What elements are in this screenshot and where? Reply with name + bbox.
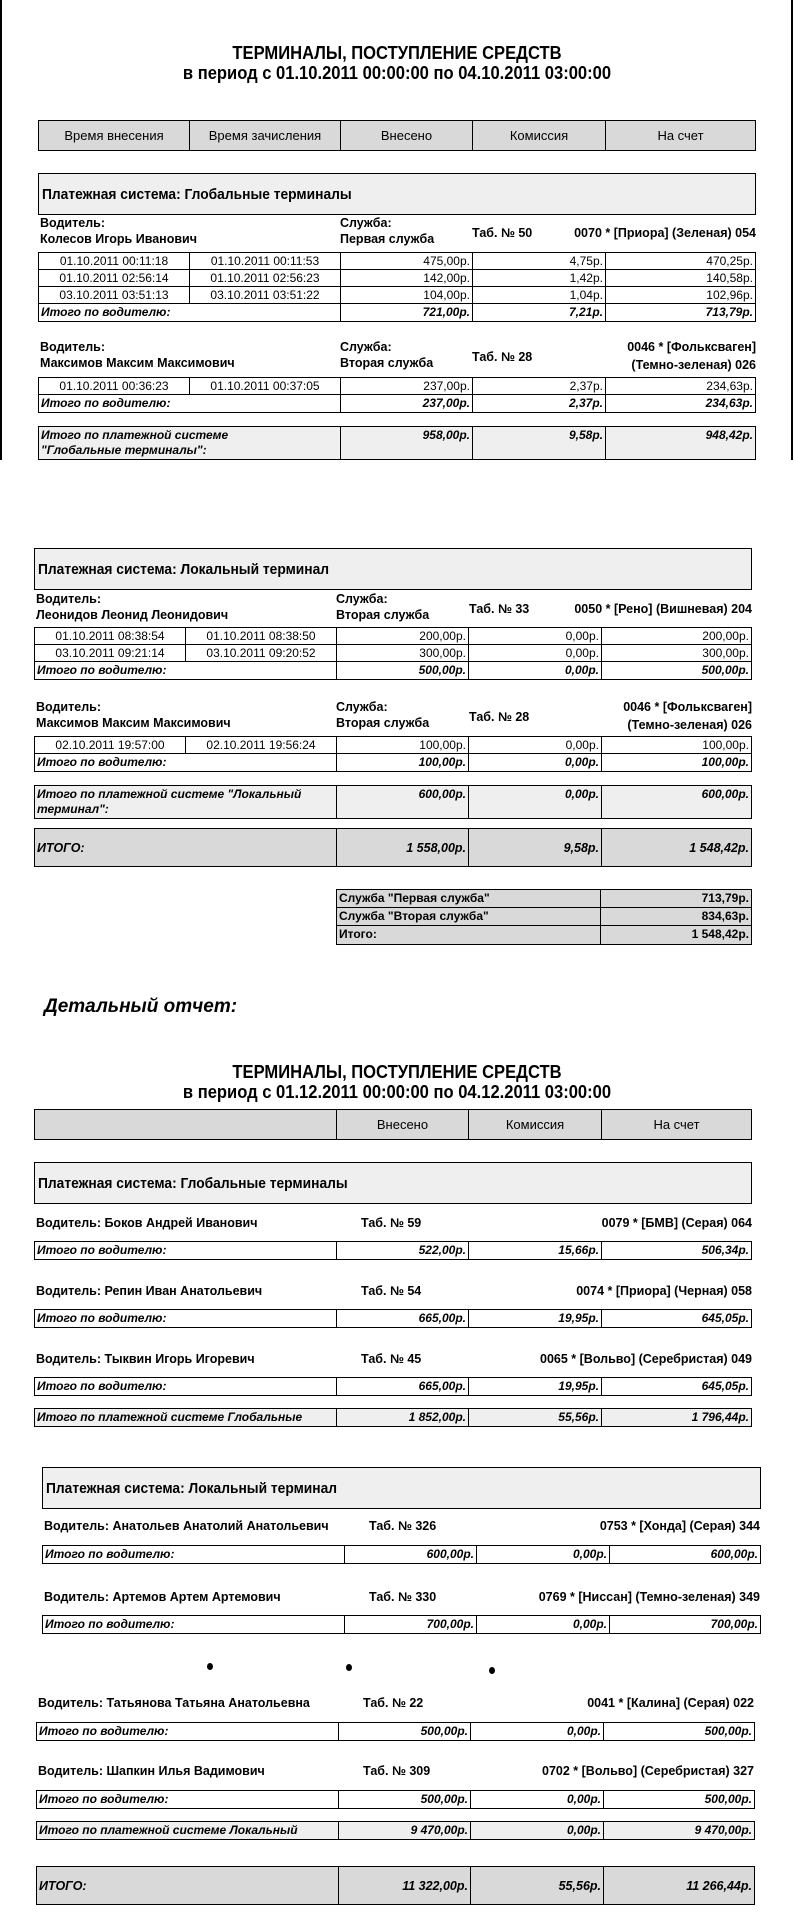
driver-name: Максимов Максим Максимович (40, 356, 235, 370)
driver-transactions-table (34, 627, 752, 680)
driver-label: Водитель: (40, 340, 105, 354)
payment-system-total: Итого по платежной системе Глобальные 1 852,00р. 55,56р. 1 796,44р. (34, 1408, 752, 1427)
page-border-right (791, 0, 793, 460)
tab-number: Таб. № 33 (469, 602, 530, 616)
driver-transactions-table (34, 736, 752, 772)
col-commission: Комиссия (469, 1110, 602, 1139)
payment-system-total: Итого по платежной системе "Локальный терминал": 600,00р. 0,00р. 600,00р. (34, 785, 752, 819)
driver-line: Водитель: Боков Андрей Иванович Таб. № 59 0079 * [БМВ] (Серая) 064 (36, 1216, 752, 1230)
car-info-line2: (Темно-зеленая) 026 (627, 718, 752, 732)
report1-column-header (38, 120, 756, 151)
driver-total-row: Итого по водителю: 500,00р. 0,00р. 500,00р. (39, 1792, 752, 1806)
report1-title: ТЕРМИНАЛЫ, ПОСТУПЛЕНИЕ СРЕДСТВ (232, 43, 562, 63)
table-row: 01.10.2011 02:56:14 01.10.2011 02:56:23 142,00р. 1,42р. 140,58р. (39, 270, 755, 287)
driver-name: Максимов Максим Максимович (36, 716, 231, 730)
service-name: Первая служба (340, 232, 435, 246)
tab-number: Таб. № 28 (469, 710, 530, 724)
table-row: 01.10.2011 08:38:54 01.10.2011 08:38:50 200,00р. 0,00р. 200,00р. (35, 628, 751, 645)
grand-total-row: ИТОГО: 1 558,00р. 9,58р. 1 548,42р. (34, 828, 752, 867)
grand-total-row: ИТОГО: 11 322,00р. 55,56р. 11 266,44р. (36, 1866, 755, 1905)
col-paid: Внесено (341, 121, 473, 150)
ellipsis-dot (489, 1667, 495, 1674)
driver-total-row: Итого по водителю: 721,00р. 7,21р. 713,79р. (41, 305, 753, 319)
driver-total-table (34, 1309, 752, 1328)
car-info: 0050 * [Рено] (Вишневая) 204 (574, 602, 752, 616)
report2-title: ТЕРМИНАЛЫ, ПОСТУПЛЕНИЕ СРЕДСТВ (232, 1062, 562, 1082)
col-commission: Комиссия (473, 121, 606, 150)
driver-total-row: Итого по водителю: 700,00р. 0,00р. 700,00р. (45, 1617, 758, 1631)
driver-transactions-table (38, 252, 756, 322)
driver-total-table (36, 1722, 755, 1741)
driver-total-row: Итого по водителю: 500,00р. 0,00р. 500,00р. (37, 663, 749, 677)
driver-transactions-table (38, 377, 756, 413)
service-name: Вторая служба (336, 608, 430, 622)
col-paid: Внесено (337, 1110, 469, 1139)
driver-label: Водитель: (36, 700, 101, 714)
payment-system-header: Платежная система: Глобальные терминалы (38, 173, 756, 215)
page-border-left (0, 0, 2, 460)
detail-report-label: Детальный отчет: (44, 996, 238, 1017)
driver-label: Водитель: (36, 592, 101, 606)
car-info-line1: 0046 * [Фольксваген] (627, 340, 756, 354)
table-row: Служба "Вторая служба" 834,63р. (337, 908, 751, 926)
service-label: Служба: (336, 700, 388, 714)
table-row: 01.10.2011 00:11:18 01.10.2011 00:11:53 475,00р. 4,75р. 470,25р. (39, 253, 755, 270)
service-label: Служба: (340, 216, 392, 230)
driver-total-row: Итого по водителю: 237,00р. 2,37р. 234,63р. (41, 396, 753, 410)
services-summary-table (336, 889, 752, 945)
driver-total-row: Итого по водителю: 665,00р. 19,95р. 645,05р. (37, 1379, 749, 1393)
col-deposit-time: Время внесения (39, 121, 190, 150)
driver-total-table (34, 1241, 752, 1260)
driver-total-table (34, 1377, 752, 1396)
col-blank (35, 1110, 337, 1139)
driver-name: Леонидов Леонид Леонидович (36, 608, 229, 622)
table-row: 03.10.2011 03:51:13 03.10.2011 03:51:22 104,00р. 1,04р. 102,96р. (39, 287, 755, 304)
ellipsis-dot (207, 1663, 213, 1670)
service-name: Вторая служба (336, 716, 430, 730)
driver-line: Водитель: Тыквин Игорь Игоревич Таб. № 45 0065 * [Вольво] (Серебристая) 049 (36, 1352, 752, 1366)
driver-total-table (36, 1790, 755, 1809)
col-account: На счет (657, 128, 704, 143)
driver-line: Водитель: Артемов Артем Артемович Таб. № 330 0769 * [Ниссан] (Темно-зеленая) 349 (44, 1590, 760, 1604)
service-label: Служба: (336, 592, 388, 606)
report2-column-header (34, 1109, 752, 1140)
table-row: 03.10.2011 09:21:14 03.10.2011 09:20:52 300,00р. 0,00р. 300,00р. (35, 645, 751, 662)
driver-total-row: Итого по водителю: 100,00р. 0,00р. 100,00р. (37, 755, 749, 769)
car-info-line2: (Темно-зеленая) 026 (631, 358, 756, 372)
payment-system-total: Итого по платежной системе "Глобальные терминалы": 958,00р. 9,58р. 948,42р. (38, 426, 756, 460)
payment-system-total: Итого по платежной системе Локальный 9 470,00р. 0,00р. 9 470,00р. (36, 1821, 755, 1840)
car-info-line1: 0046 * [Фольксваген] (623, 700, 752, 714)
driver-total-table (42, 1545, 761, 1564)
report2-period: в период с 01.12.2011 00:00:00 по 04.12.2011 03:00:00 (182, 1082, 612, 1102)
col-account: На счет (653, 1117, 700, 1132)
col-credit-time: Время зачисления (190, 121, 341, 150)
ellipsis-dot (346, 1664, 352, 1671)
driver-line: Водитель: Репин Иван Анатольевич Таб. № 54 0074 * [Приора] (Черная) 058 (36, 1284, 752, 1298)
table-row: 02.10.2011 19:57:00 02.10.2011 19:56:24 100,00р. 0,00р. 100,00р. (35, 737, 751, 754)
table-row: Служба "Первая служба" 713,79р. (337, 890, 751, 908)
driver-total-table (42, 1615, 761, 1634)
driver-total-row: Итого по водителю: 522,00р. 15,66р. 506,34р. (37, 1243, 749, 1257)
car-info: 0070 * [Приора] (Зеленая) 054 (574, 226, 756, 240)
payment-system-header: Платежная система: Глобальные терминалы (34, 1162, 752, 1204)
payment-system-header: Платежная система: Локальный терминал (34, 548, 752, 590)
driver-total-row: Итого по водителю: 500,00р. 0,00р. 500,00р. (39, 1724, 752, 1738)
payment-system-header: Платежная система: Локальный терминал (42, 1467, 761, 1509)
driver-line: Водитель: Шапкин Илья Вадимович Таб. № 309 0702 * [Вольво] (Серебристая) 327 (38, 1764, 754, 1778)
service-label: Служба: (340, 340, 392, 354)
table-row: Итого: 1 548,42р. (337, 926, 751, 944)
driver-name: Колесов Игорь Иванович (40, 232, 197, 246)
table-row: 01.10.2011 00:36:23 01.10.2011 00:37:05 237,00р. 2,37р. 234,63р. (39, 378, 755, 395)
tab-number: Таб. № 50 (472, 226, 533, 240)
driver-total-row: Итого по водителю: 600,00р. 0,00р. 600,00р. (45, 1547, 758, 1561)
driver-line: Водитель: Анатольев Анатолий Анатольевич Таб. № 326 0753 * [Хонда] (Серая) 344 (44, 1519, 760, 1533)
driver-label: Водитель: (40, 216, 105, 230)
driver-line: Водитель: Татьянова Татьяна Анатольевна Таб. № 22 0041 * [Калина] (Серая) 022 (38, 1696, 754, 1710)
driver-total-row: Итого по водителю: 665,00р. 19,95р. 645,05р. (37, 1311, 749, 1325)
service-name: Вторая служба (340, 356, 434, 370)
tab-number: Таб. № 28 (472, 350, 533, 364)
report1-period: в период с 01.10.2011 00:00:00 по 04.10.2011 03:00:00 (182, 63, 612, 83)
